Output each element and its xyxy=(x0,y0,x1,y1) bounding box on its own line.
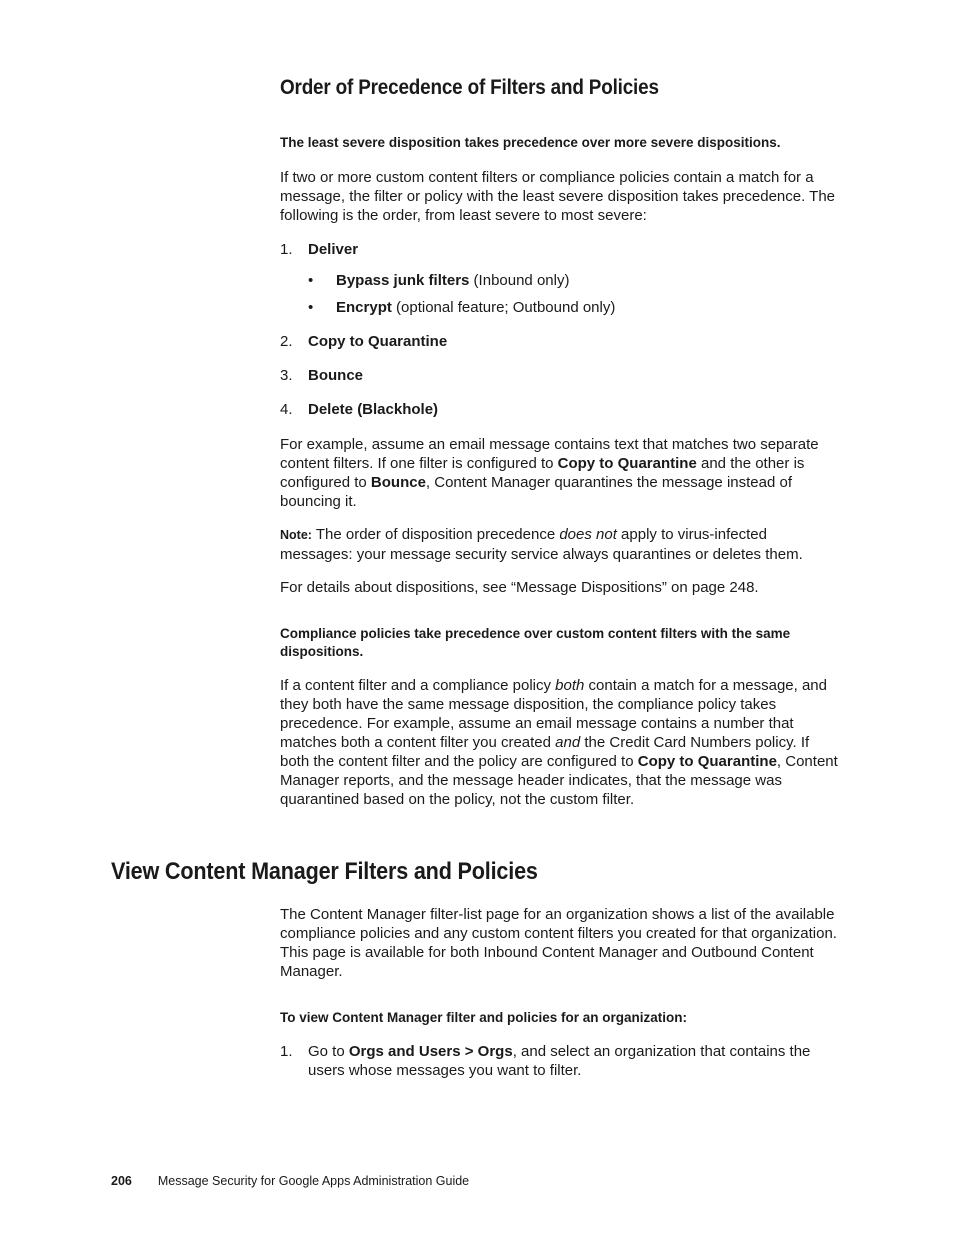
list-item: • Encrypt (optional feature; Outbound only) xyxy=(308,299,616,316)
section-heading: View Content Manager Filters and Policies xyxy=(111,858,538,885)
compliance-paragraph: If a content filter and a compliance policy both contain a match for a message, and they both have the same message disposition, the compliance policy takes precedence. For example, assume an email message contains a number that matches both a content filter you created and the Credit Card Numbers policy. If both the content filter and the policy are configured to Copy to Quarantine, Content Manager reports, and the message header indicates, that the message was quarantined based on the policy, not the custom filter. xyxy=(280,677,838,808)
list-item: • Bypass junk filters (Inbound only) xyxy=(308,272,570,289)
lead-statement: Compliance policies take precedence over custom content filters with the same dispositions. xyxy=(280,626,791,659)
list-item: 2. Copy to Quarantine xyxy=(280,333,448,350)
disposition-list-part2 xyxy=(280,332,840,419)
section-heading: Order of Precedence of Filters and Policies xyxy=(280,76,659,99)
procedure-steps xyxy=(280,1042,840,1080)
guide-title: Message Security for Google Apps Administration Guide xyxy=(157,1174,470,1188)
note-paragraph: Note: The order of disposition precedence does not apply to virus-infected messages: your message security service always quarantines or deletes them. xyxy=(280,526,803,563)
procedure-lead: To view Content Manager filter and policies for an organization: xyxy=(280,1010,688,1025)
deliver-sublist xyxy=(280,271,840,317)
list-item: 3. Bounce xyxy=(280,367,364,384)
lead-statement: The least severe disposition takes precedence over more severe dispositions. xyxy=(280,135,781,150)
details-paragraph: For details about dispositions, see “Message Dispositions” on page 248. xyxy=(280,579,759,596)
intro-paragraph: If two or more custom content filters or compliance policies contain a match for a message, the filter or policy with the least severe disposition takes precedence. The following is the order, from least severe to most severe: xyxy=(280,169,836,224)
page-footer xyxy=(111,1174,469,1188)
filter-list-paragraph: The Content Manager filter-list page for an organization shows a list of the available compliance policies and any custom content filters you created for that organization. This page is available for both Inbound Content Manager and Outbound Content Manager. xyxy=(280,906,837,980)
disposition-list-part1 xyxy=(280,240,840,259)
page-number: 206 xyxy=(111,1174,132,1188)
list-item: 1. Deliver xyxy=(280,241,359,258)
list-item: 1. Go to Orgs and Users > Orgs, and select an organization that contains the users whose messages you want to filter. xyxy=(280,1043,811,1079)
example-paragraph: For example, assume an email message contains text that matches two separate content filters. If one filter is configured to Copy to Quarantine and the other is configured to Bounce, Content Manager quarantines the message instead of bouncing it. xyxy=(280,436,819,510)
list-item: 4. Delete (Blackhole) xyxy=(280,401,439,418)
